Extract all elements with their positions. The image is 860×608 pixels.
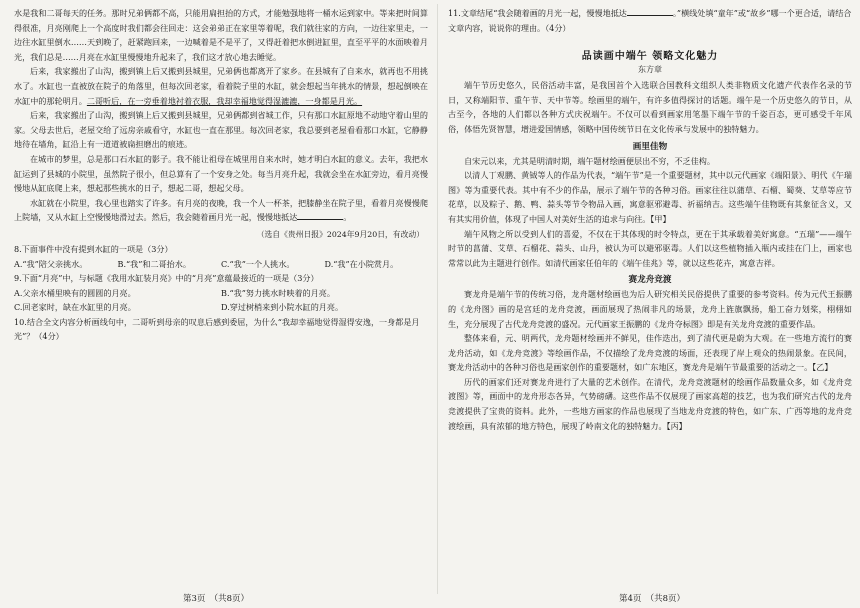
question-9: 9.下面“月亮”中，与标题《我用水缸装月亮》中的“月亮”意蕴最接近的一项是（3分）: [14, 273, 319, 284]
paragraph-5: 水缸就在小院里，我心里也踏实了许多。有月亮的夜晚，我一个人一杯茶，把膝静坐在院子里，看着月亮慢慢爬上院墙，又从水缸上空慢慢地滑过去。然后，我会随着画月光一起，慢慢地抵达 。: [14, 197, 428, 223]
paragraph-1: [14, 6, 428, 64]
question-11-end: 。”横线处填“童年”或“故乡”哪一个更合适，请结合文章内容，说说你的理由。（4分）: [448, 8, 852, 33]
underlined-sentence-1: 二哥听后，在一旁垂着: [86, 95, 168, 106]
paragraph-2: [14, 64, 428, 108]
paragraph-4: 在城市的梦里，总是那口石水缸的影子。我不能让祖母在城里用自来水时，她才明白水缸的意义。去年，我把水缸运到了县城的小院里，虽然院子很小，但总算有了一个安身之处。每当月亮升起，我就会坐在水缸旁边，看月亮慢慢地从缸底爬上来，想起那些挑水的日子，想起二哥，想起父母。: [14, 153, 428, 194]
subheading-1: 画里佳物: [632, 141, 668, 152]
page-number-right: 第4页 （共8页）: [618, 594, 686, 604]
page-number-left: 第3页 （共8页）: [182, 594, 250, 604]
q11-answer-blank[interactable]: [627, 6, 673, 16]
q9-option-c[interactable]: C.回老家时，缺在水缸里的月亮。: [14, 302, 136, 313]
paragraph-1-text: 水是我和二哥每天的任务。那时兄弟俩都不高，只能用扁担抬的方式，才能勉强地将一桶水运到家中。等来把时间算得很准，月亮刚爬上一个高度时我们都会往回走：这会弟弟正在家里等着呢，我们就往家的方向，一边往家里走，一边往水缸里倒水……天到晚了，赶紧跑回来，一边喊着是不是平了，又得赶着把水倒进缸里，直至平平的水面映着月光，我们总是……: [14, 8, 428, 62]
left-page: [14, 6, 428, 344]
question-8: 8.下面事件中没有提到水缸的一项是（3分）: [14, 243, 173, 254]
article-paragraph-5: 赛龙舟是端午节的传统习俗，龙舟题材绘画也为后人研究相关民俗提供了重要的参考资料。传为元代王振鹏的《龙舟图》画的是宫廷的龙舟竞渡，画面展现了热闹非凡的场景，龙舟上旌旗飘扬，船工奋力划桨，栩栩如生，充分展现了古代龙舟竞渡的盛况。元代画家王振鹏的《龙舟夺标图》即是有关龙舟竞渡的重要作品。: [448, 289, 852, 329]
q8-option-a[interactable]: A.“我”陪父亲挑水。: [14, 258, 88, 269]
right-page: [448, 6, 852, 433]
q9-option-a[interactable]: A.父亲水桶里映有的圆圆的月亮。: [14, 287, 136, 298]
paragraph-2-text: 后来，我家搬出了山沟，搬到镇上后又搬到县城里，兄弟俩也都离开了家乡。在县城有了自来水，就再也不用挑水了。水缸也一直被放在院子的角落里，但每次回老家，看着院子里的水缸，就会想起当年挑水的情景，想起倒映在水缸中的那轮明月。: [14, 66, 428, 106]
article-paragraph-1: 端午节历史悠久，民俗活动丰富，是我国首个入选联合国教科文组织人类非物质文化遗产代表作名录的节日，又称端阳节、重午节、天中节等。绘画里的端午，有许多值得探讨的话题。端午是一个历史悠久的节日，从古至今，各地的人们都以各种方式庆祝端午。不仅可以看到画家用笔墨下端午节的千姿百态，更可感受千年风俗，体悟先贤智慧，增进爱国情感，领略中国传统节日在文化传承与发展中的独特魅力。: [448, 80, 852, 134]
article-paragraph-7: 历代的画家们还对赛龙舟进行了大量的艺术创作。在清代，龙舟竞渡题材的绘画作品数量众多，如《龙舟竞渡图》等，画面中的龙舟形态各异，气势磅礴。这些作品不仅展现了画家高超的技艺，也为我们研究古代的龙舟竞渡提供了宝贵的资料。此外，一些地方画家的作品也展现了当地龙舟竞渡的特色，如广东、广西等地的龙舟竞渡绘画，具有浓郁的地方特色，展现了岭南文化的独特魅力。【丙】: [448, 376, 852, 431]
column-divider: [437, 4, 438, 594]
article-title: 品读画中端午 领略文化魅力: [581, 51, 719, 63]
article-paragraph-4: 端午风物之所以受到人们的喜爱，不仅在于其体现的时令特点，更在于其承载着美好寓意。“五瑞”——端午时节的菖蒲、艾草、石榴花、蒜头、山丹，被认为可以避邪驱毒。人们以这些植物插入瓶内或挂在门上，画家也常常以此为主题进行创作。如清代画家任伯年的《端午佳兆》等，就以这些花卉，寓意吉祥。: [448, 228, 852, 268]
q9-option-b[interactable]: B.“我”努力挑水时映着的月亮。: [221, 287, 335, 298]
source-note: （选自《贵州日报》2024年9月20日，有改动）: [256, 229, 424, 239]
paragraph-1-end: 月亮在水缸里慢慢地升起来了，我们这才放心地去睡觉。: [78, 51, 282, 62]
question-11-text: 11.文章结尾“我会随着画的月光一起，慢慢地抵达: [448, 8, 627, 18]
question-8-options: [14, 257, 428, 272]
article-paragraph-2: 自宋元以来，尤其是明清时期，端午题材绘画便层出不穷，不乏佳构。: [464, 155, 715, 166]
q8-option-d[interactable]: D.“我”在小院赏月。: [324, 258, 399, 269]
q9-option-d[interactable]: D.穿过树梢来到小院水缸的月亮。: [221, 302, 344, 313]
question-11: [448, 6, 852, 35]
underlined-sentence-2: 地衬着衣服，我却幸福地觉得湿漉漉，一身都是月光。: [167, 95, 363, 106]
answer-blank[interactable]: [297, 210, 343, 220]
article-author: 东方章: [638, 65, 662, 75]
question-10: 10.结合全文内容分析画线句中，二哥听到母亲的叹息后感到委屈，为什么“我却幸福地觉得湿得安逸，一身都是月光”？（4分）: [14, 316, 420, 342]
paragraph-5-text: 水缸就在小院里，我心里也踏实了许多。有月亮的夜晚，我一个人一杯茶，把膝静坐在院子里，看着月亮慢慢爬上院墙，又从水缸上空慢慢地滑过去。然后，我会随着画月光一起，慢慢地抵达: [14, 197, 428, 223]
paragraph-3: 后来，我家搬出了山沟，搬到镇上后又搬到县城里，兄弟俩都到省城工作，只有那口水缸原地不动地守着山里的家。父母去世后，老屋交给了远房亲戚看守，水缸也一直在那里。每次回老家，我总要到老屋看看那口水缸，它静静地待在墙角，缸沿上有一道道被扁担磨出的痕迹。: [14, 110, 428, 150]
article-paragraph-3: 以清人丁观鹏、黄钺等人的作品为代表，“端午节”是一个重要题材，其中以元代画家《端阳景》、明代《午瑞图》等为重要代表。其中有不少的作品，展示了端午节的各种习俗。画家往往以蒲草、石榴、蜀葵、艾草等应节花草，以及粽子、鹅、鸭、蒜头等节令物品入画，寓意驱邪避毒、祈福纳吉。这些端午佳物既有其象征含义，又有其实用价值，体现了中国人对美好生活的追求与向往。【甲】: [448, 170, 852, 224]
q8-option-c[interactable]: C.“我”一个人挑水。: [221, 258, 295, 269]
article-paragraph-6: 整体来看，元、明两代，龙舟题材绘画并不鲜见，佳作迭出，到了清代更是蔚为大观。在一些地方流行的赛龙舟活动，如《龙舟竞渡》等绘画作品，不仅描绘了龙舟竞渡的场面，还表现了岸上观众的热闹景象。在民间，赛龙舟活动中的各种习俗也是画家创作的重要题材，如广东地区，赛龙舟是端午节最重要的活动之一。【乙】: [448, 333, 852, 373]
question-9-options: [14, 286, 428, 315]
subheading-2: 赛龙舟竞渡: [628, 275, 672, 286]
q8-option-b[interactable]: B.“我”和二哥抬水。: [117, 258, 191, 269]
